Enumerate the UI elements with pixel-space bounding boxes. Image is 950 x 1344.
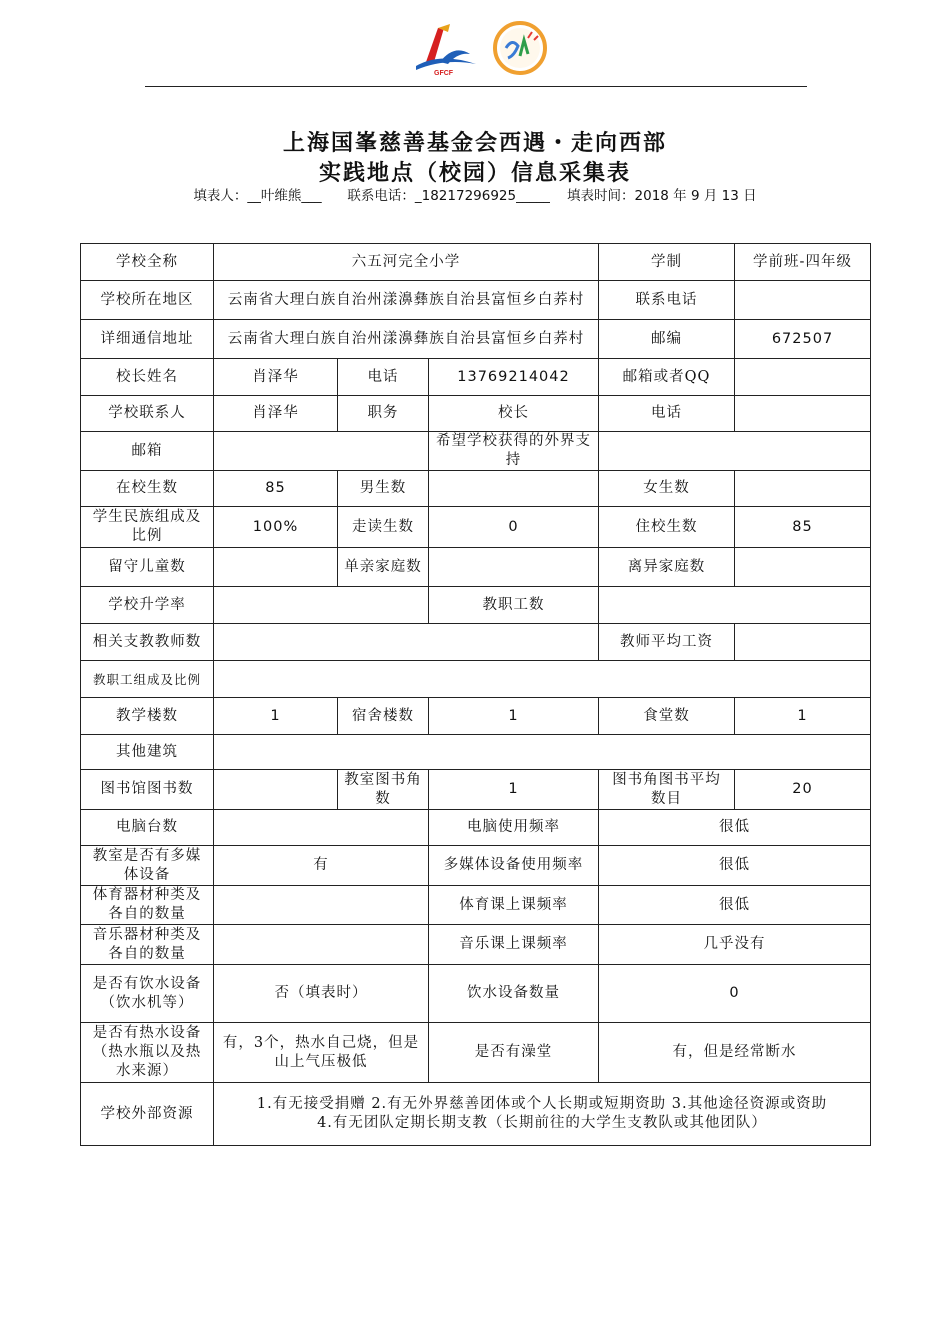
- label-email: 邮箱: [81, 432, 214, 471]
- gfcf-logo-text: GFCF: [434, 70, 454, 77]
- table-row: [81, 471, 871, 507]
- info-collection-table: [80, 243, 871, 1146]
- table-row: [81, 432, 871, 471]
- label-music-equipment: 音乐器材种类及各自的数量: [81, 925, 214, 965]
- phone-label: 联系电话：: [347, 188, 415, 204]
- table-row: [81, 548, 871, 587]
- label-position: 职务: [338, 396, 429, 432]
- value-postcode: 672507: [735, 320, 871, 359]
- value-email: [214, 432, 429, 471]
- filler-value: __叶维熊___: [247, 188, 322, 204]
- label-staff-composition: 教职工组成及比例: [81, 661, 214, 698]
- label-avg-corner-books: 图书角图书平均数目: [599, 770, 735, 810]
- table-row: [81, 735, 871, 770]
- label-multimedia: 教室是否有多媒体设备: [81, 846, 214, 886]
- label-water-device-count: 饮水设备数量: [429, 965, 599, 1023]
- value-computers: [214, 810, 429, 846]
- value-sports-equipment: [214, 886, 429, 925]
- value-external-resources: [214, 1083, 871, 1146]
- label-average-salary: 教师平均工资: [599, 624, 735, 661]
- external-resources-line-1: 1.有无接受捐赠 2.有无外界慈善团体或个人长期或短期资助 3.其他途径资源或资助: [256, 1096, 828, 1112]
- value-school-contact: 肖泽华: [214, 396, 338, 432]
- value-day-students: 0: [429, 507, 599, 548]
- label-principal-phone: 电话: [338, 359, 429, 396]
- value-canteens: 1: [735, 698, 871, 735]
- value-drinking-water: 否（填表时）: [214, 965, 429, 1023]
- label-drinking-water: 是否有饮水设备（饮水机等）: [81, 965, 214, 1023]
- table-row: [81, 281, 871, 320]
- table-row: [81, 965, 871, 1023]
- label-boarding-students: 住校生数: [599, 507, 735, 548]
- value-classroom-book-corners: 1: [429, 770, 599, 810]
- external-resources-line-2: 4.有无团队定期长期支教（长期前往的大学生支教队或其他团队）: [317, 1115, 767, 1131]
- label-contact-tel: 电话: [599, 396, 735, 432]
- value-volunteer-teachers: [214, 624, 599, 661]
- label-postcode: 邮编: [599, 320, 735, 359]
- table-row: [81, 507, 871, 548]
- table-row: [81, 770, 871, 810]
- phone-value: _18217296925_____: [414, 188, 550, 204]
- value-school-region: 云南省大理白族自治州漾濞彝族自治县富恒乡白荞村: [214, 281, 599, 320]
- value-divorced-families: [735, 548, 871, 587]
- filler-label: 填表人：: [193, 188, 248, 204]
- label-volunteer-teachers: 相关支教教师数: [81, 624, 214, 661]
- header-logos: [410, 18, 550, 78]
- label-divorced-families: 离异家庭数: [599, 548, 735, 587]
- value-staff-count: [599, 587, 871, 624]
- value-computer-usage: 很低: [599, 810, 871, 846]
- table-row: [81, 359, 871, 396]
- label-external-resources: 学校外部资源: [81, 1083, 214, 1146]
- label-contact-phone: 联系电话: [599, 281, 735, 320]
- table-row: [81, 846, 871, 886]
- label-pe-frequency: 体育课上课频率: [429, 886, 599, 925]
- value-contact-tel: [735, 396, 871, 432]
- value-ethnic-composition: 100%: [214, 507, 338, 548]
- value-bathhouse: 有，但是经常断水: [599, 1023, 871, 1083]
- value-water-device-count: 0: [599, 965, 871, 1023]
- table-row: [81, 810, 871, 846]
- value-position: 校长: [429, 396, 599, 432]
- table-row: [81, 1083, 871, 1146]
- table-row: [81, 886, 871, 925]
- label-day-students: 走读生数: [338, 507, 429, 548]
- table-row: [81, 320, 871, 359]
- value-school-system: 学前班-四年级: [735, 244, 871, 281]
- form-meta: [0, 184, 950, 204]
- value-left-behind-children: [214, 548, 338, 587]
- label-other-buildings: 其他建筑: [81, 735, 214, 770]
- label-teaching-buildings: 教学楼数: [81, 698, 214, 735]
- value-principal-phone: 13769214042: [429, 359, 599, 396]
- label-canteens: 食堂数: [599, 698, 735, 735]
- label-multimedia-usage: 多媒体设备使用频率: [429, 846, 599, 886]
- value-enrollment-rate: [214, 587, 429, 624]
- label-enrollment-rate: 学校升学率: [81, 587, 214, 624]
- value-library-books: [214, 770, 338, 810]
- page-subtitle: 实践地点（校园）信息采集表: [318, 160, 631, 186]
- table-row: [81, 396, 871, 432]
- value-email-or-qq: [735, 359, 871, 396]
- date-label: 填表时间：: [567, 188, 635, 204]
- value-average-salary: [735, 624, 871, 661]
- date-value: 2018 年 9 月 13 日: [634, 188, 757, 204]
- table-row: [81, 587, 871, 624]
- table-row: [81, 624, 871, 661]
- value-mailing-address: 云南省大理白族自治州漾濞彝族自治县富恒乡白荞村: [214, 320, 599, 359]
- label-staff-count: 教职工数: [429, 587, 599, 624]
- label-desired-support: 希望学校获得的外界支持: [429, 432, 599, 471]
- value-student-count: 85: [214, 471, 338, 507]
- value-music-frequency: 几乎没有: [599, 925, 871, 965]
- label-email-or-qq: 邮箱或者QQ: [599, 359, 735, 396]
- value-dormitory-buildings: 1: [429, 698, 599, 735]
- page-title: 上海国峯慈善基金会西遇・走向西部: [282, 130, 667, 156]
- table-row: [81, 661, 871, 698]
- value-single-parent: [429, 548, 599, 587]
- label-computers: 电脑台数: [81, 810, 214, 846]
- label-dormitory-buildings: 宿舍楼数: [338, 698, 429, 735]
- label-sports-equipment: 体育器材种类及各自的数量: [81, 886, 214, 925]
- label-left-behind-children: 留守儿童数: [81, 548, 214, 587]
- value-desired-support: [599, 432, 871, 471]
- label-girls-count: 女生数: [599, 471, 735, 507]
- table-row: [81, 244, 871, 281]
- label-mailing-address: 详细通信地址: [81, 320, 214, 359]
- value-staff-composition: [214, 661, 871, 698]
- label-hot-water: 是否有热水设备（热水瓶以及热水来源）: [81, 1023, 214, 1083]
- value-boarding-students: 85: [735, 507, 871, 548]
- value-multimedia: 有: [214, 846, 429, 886]
- table-row: [81, 1023, 871, 1083]
- value-multimedia-usage: 很低: [599, 846, 871, 886]
- value-avg-corner-books: 20: [735, 770, 871, 810]
- label-school-system: 学制: [599, 244, 735, 281]
- value-school-name: 六五河完全小学: [214, 244, 599, 281]
- label-school-region: 学校所在地区: [81, 281, 214, 320]
- value-hot-water: 有，3个，热水自己烧，但是山上气压极低: [214, 1023, 429, 1083]
- value-principal-name: 肖泽华: [214, 359, 338, 396]
- value-contact-phone: [735, 281, 871, 320]
- value-pe-frequency: 很低: [599, 886, 871, 925]
- header-divider: [145, 86, 807, 87]
- label-library-books: 图书馆图书数: [81, 770, 214, 810]
- table-row: [81, 925, 871, 965]
- value-music-equipment: [214, 925, 429, 965]
- label-school-name: 学校全称: [81, 244, 214, 281]
- value-other-buildings: [214, 735, 871, 770]
- label-computer-usage: 电脑使用频率: [429, 810, 599, 846]
- label-principal-name: 校长姓名: [81, 359, 214, 396]
- label-boys-count: 男生数: [338, 471, 429, 507]
- gfcf-logo-icon: [410, 18, 550, 78]
- label-student-count: 在校生数: [81, 471, 214, 507]
- value-teaching-buildings: 1: [214, 698, 338, 735]
- value-boys-count: [429, 471, 599, 507]
- label-music-frequency: 音乐课上课频率: [429, 925, 599, 965]
- value-girls-count: [735, 471, 871, 507]
- label-classroom-book-corners: 教室图书角数: [338, 770, 429, 810]
- label-school-contact: 学校联系人: [81, 396, 214, 432]
- label-ethnic-composition: 学生民族组成及比例: [81, 507, 214, 548]
- label-bathhouse: 是否有澡堂: [429, 1023, 599, 1083]
- table-row: [81, 698, 871, 735]
- label-single-parent: 单亲家庭数: [338, 548, 429, 587]
